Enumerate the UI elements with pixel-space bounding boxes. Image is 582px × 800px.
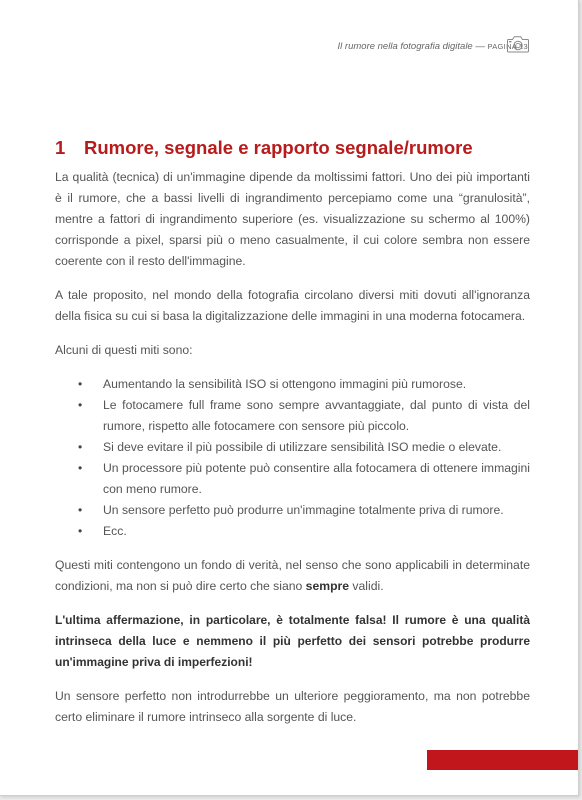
camera-icon — [506, 34, 530, 54]
running-title: Il rumore nella fotografia digitale — — [337, 41, 488, 52]
list-item — [78, 437, 530, 458]
bullet-icon: • — [78, 503, 83, 517]
paragraph-bold-statement: L'ultima affermazione, in particolare, è totalmente falsa! Il rumore è una qualità intrinseca della luce e nemmeno il più perfetto dei sensori potrebbe produrre un'immagine priva di imperfezioni! — [55, 613, 530, 669]
paragraph-myths-context: A tale proposito, nel mondo della fotografia circolano diversi miti dovuti all'ignoranza della fisica su cui si basa la digitalizzazione delle immagini in una moderna fotocamera. — [55, 288, 530, 323]
running-header — [338, 41, 528, 52]
paragraph-myths-lead: Alcuni di questi miti sono: — [55, 343, 193, 357]
list-item — [78, 500, 530, 521]
footer-accent-bar — [427, 750, 578, 770]
list-item-text: Ecc. — [103, 524, 127, 538]
paragraph-myths-truth — [55, 555, 530, 597]
section-number: 1 — [55, 137, 66, 158]
bullet-icon: • — [78, 377, 83, 391]
list-item — [78, 521, 530, 542]
list-item-text: Un sensore perfetto può produrre un'immagine totalmente priva di rumore. — [103, 503, 504, 517]
paragraph-intro: La qualità (tecnica) di un'immagine dipende da moltissimi fattori. Uno dei più importanti è il rumore, che a bassi livelli di ingrandimento percepiamo come una “granulosità”, mentre a fattori di ingrandimento superiore (es. visualizzazione su schermo al 100%) corrisponde a pixel, sparsi più o meno casualmente, il cui colore sembra non essere coerente con il resto dell'immagine. — [55, 170, 530, 268]
paragraph-text: Questi miti contengono un fondo di verità, nel senso che sono applicabili in determinate condizioni, ma non si può dire certo che siano — [55, 558, 530, 593]
emphasis-sempre: sempre — [305, 579, 350, 593]
bullet-icon: • — [78, 440, 83, 454]
section-heading — [55, 136, 530, 160]
page-number: PAGINA 13 — [487, 42, 528, 51]
paragraph-conclusion: Un sensore perfetto non introdurrebbe un ulteriore peggioramento, ma non potrebbe certo eliminare il rumore intrinseco alla sorgente di luce. — [55, 689, 530, 724]
section-title: Rumore, segnale e rapporto segnale/rumore — [84, 137, 473, 158]
paragraph-text: validi. — [349, 579, 384, 593]
main-content — [55, 136, 530, 741]
bullet-icon: • — [78, 461, 83, 475]
bullet-icon: • — [78, 524, 83, 538]
list-item-text: Un processore più potente può consentire alla fotocamera di ottenere immagini con meno rumore. — [103, 461, 530, 496]
list-item-text: Si deve evitare il più possibile di utilizzare sensibilità ISO medie o elevate. — [103, 440, 502, 454]
bullet-icon: • — [78, 398, 83, 412]
list-item-text: Aumentando la sensibilità ISO si ottengono immagini più rumorose. — [103, 377, 467, 391]
myths-list — [55, 374, 530, 542]
list-item — [78, 374, 530, 395]
list-item-text: Le fotocamere full frame sono sempre avvantaggiate, dal punto di vista del rumore, rispetto alle fotocamere con sensore più piccolo. — [103, 398, 530, 433]
list-item — [78, 395, 530, 437]
list-item — [78, 458, 530, 500]
